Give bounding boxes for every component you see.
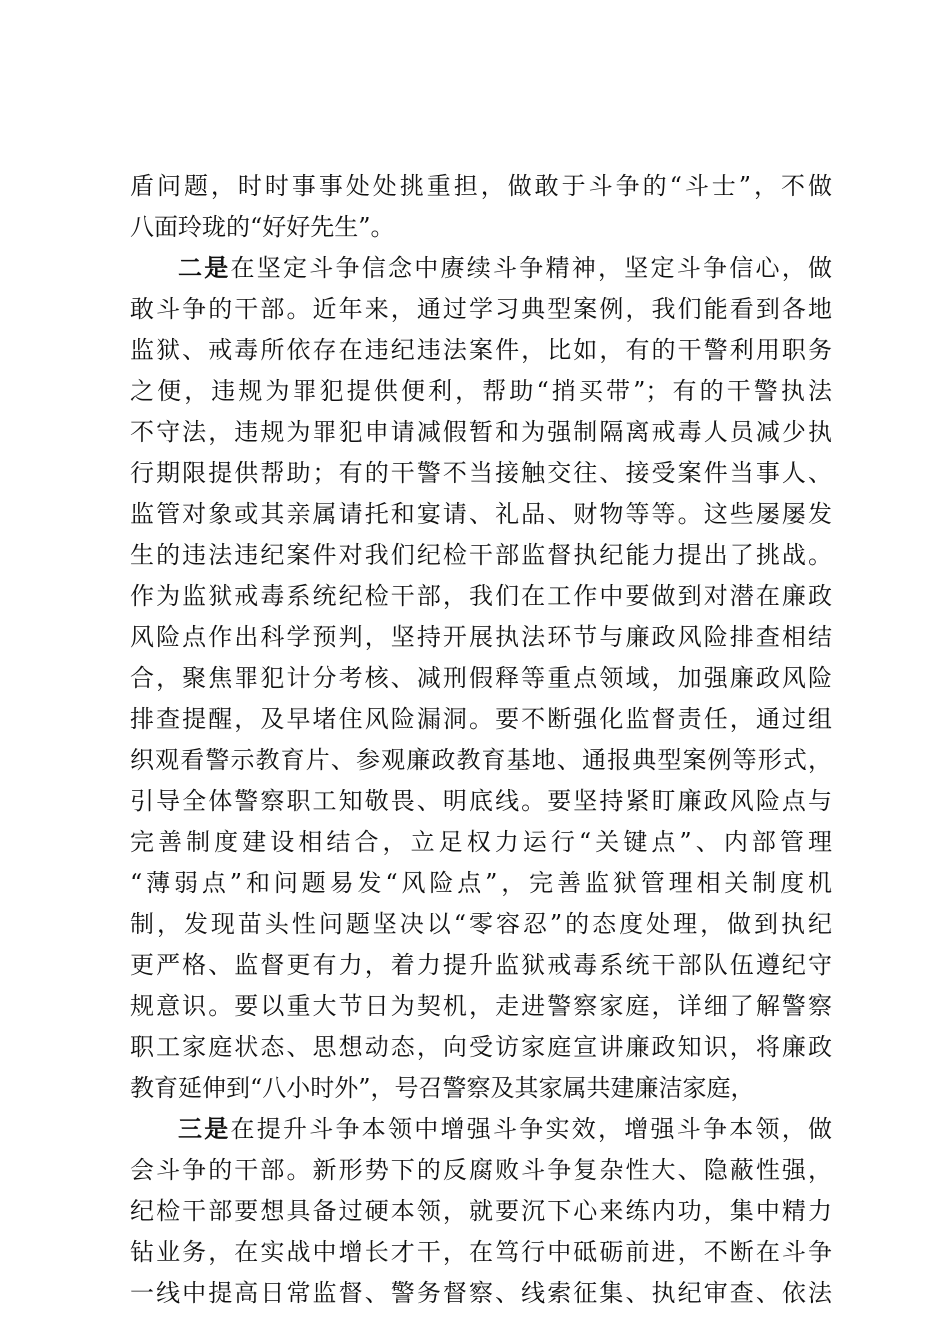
paragraph-2 — [130, 248, 832, 1109]
text-line: 钻业务，在实战中增长才干，在笃行中砥砺前进，不断在斗争 — [130, 1238, 832, 1266]
text-line: 会斗争的干部。新形势下的反腐败斗争复杂性大、隐蔽性强， — [130, 1156, 832, 1184]
paragraph-first-line — [130, 1109, 832, 1150]
text-line: 风险点作出科学预判，坚持开展执法环节与廉政风险排查相结 — [130, 623, 832, 651]
text-line: 生的违法违纪案件对我们纪检干部监督执纪能力提出了挑战。 — [130, 541, 832, 569]
text-line: 引导全体警察职工知敬畏、明底线。要坚持紧盯廉政风险点与 — [130, 787, 832, 815]
text-line: 不守法，违规为罪犯申请减假暂和为强制隔离戒毒人员减少执 — [130, 418, 832, 446]
text-line: 监管对象或其亲属请托和宴请、礼品、财物等等。这些屡屡发 — [130, 500, 832, 528]
text-line: 在提升斗争本领中增强斗争实效，增强斗争本领，做 — [230, 1115, 832, 1143]
text-line: 一线中提高日常监督、警务督察、线索征集、执纪审查、依法 — [130, 1279, 832, 1307]
text-line: 合，聚焦罪犯计分考核、减刑假释等重点领域，加强廉政风险 — [130, 664, 832, 692]
text-line: 规意识。要以重大节日为契机，走进警察家庭，详细了解警察 — [130, 992, 832, 1020]
paragraph-lead: 二是 — [178, 254, 231, 282]
text-line: 敢斗争的干部。近年来，通过学习典型案例，我们能看到各地 — [130, 295, 832, 323]
text-line: 更严格、监督更有力，着力提升监狱戒毒系统干部队伍遵纪守 — [130, 951, 832, 979]
text-line: 八面玲珑的“好好先生”。 — [130, 213, 395, 241]
paragraph-first-line — [130, 248, 832, 289]
paragraph-1 — [130, 166, 832, 248]
text-line: 制，发现苗头性问题坚决以“零容忍”的态度处理，做到执纪 — [130, 910, 832, 938]
paragraph-lead: 三是 — [178, 1115, 231, 1143]
text-line: 作为监狱戒毒系统纪检干部，我们在工作中要做到对潜在廉政 — [130, 582, 832, 610]
body-text — [130, 166, 832, 1314]
paragraph-3 — [130, 1109, 832, 1314]
text-line: “薄弱点”和问题易发“风险点”，完善监狱管理相关制度机 — [130, 869, 832, 897]
text-line: 织观看警示教育片、参观廉政教育基地、通报典型案例等形式， — [130, 746, 832, 774]
text-line: 排查提醒，及早堵住风险漏洞。要不断强化监督责任，通过组 — [130, 705, 832, 733]
text-line: 行期限提供帮助；有的干警不当接触交往、接受案件当事人、 — [130, 459, 832, 487]
text-line: 职工家庭状态、思想动态，向受访家庭宣讲廉政知识，将廉政 — [130, 1033, 832, 1061]
text-line: 盾问题，时时事事处处挑重担，做敢于斗争的“斗士”，不做 — [130, 172, 832, 200]
text-line: 监狱、戒毒所依存在违纪违法案件，比如，有的干警利用职务 — [130, 336, 832, 364]
text-line: 完善制度建设相结合，立足权力运行“关键点”、内部管理 — [130, 828, 832, 856]
text-line: 纪检干部要想具备过硬本领，就要沉下心来练内功，集中精力 — [130, 1197, 832, 1225]
text-line: 在坚定斗争信念中赓续斗争精神，坚定斗争信心，做 — [230, 254, 832, 282]
text-line: 之便，违规为罪犯提供便利，帮助“捎买带”；有的干警执法 — [130, 377, 832, 405]
text-line: 教育延伸到“八小时外”，号召警察及其家属共建廉洁家庭， — [130, 1074, 755, 1102]
